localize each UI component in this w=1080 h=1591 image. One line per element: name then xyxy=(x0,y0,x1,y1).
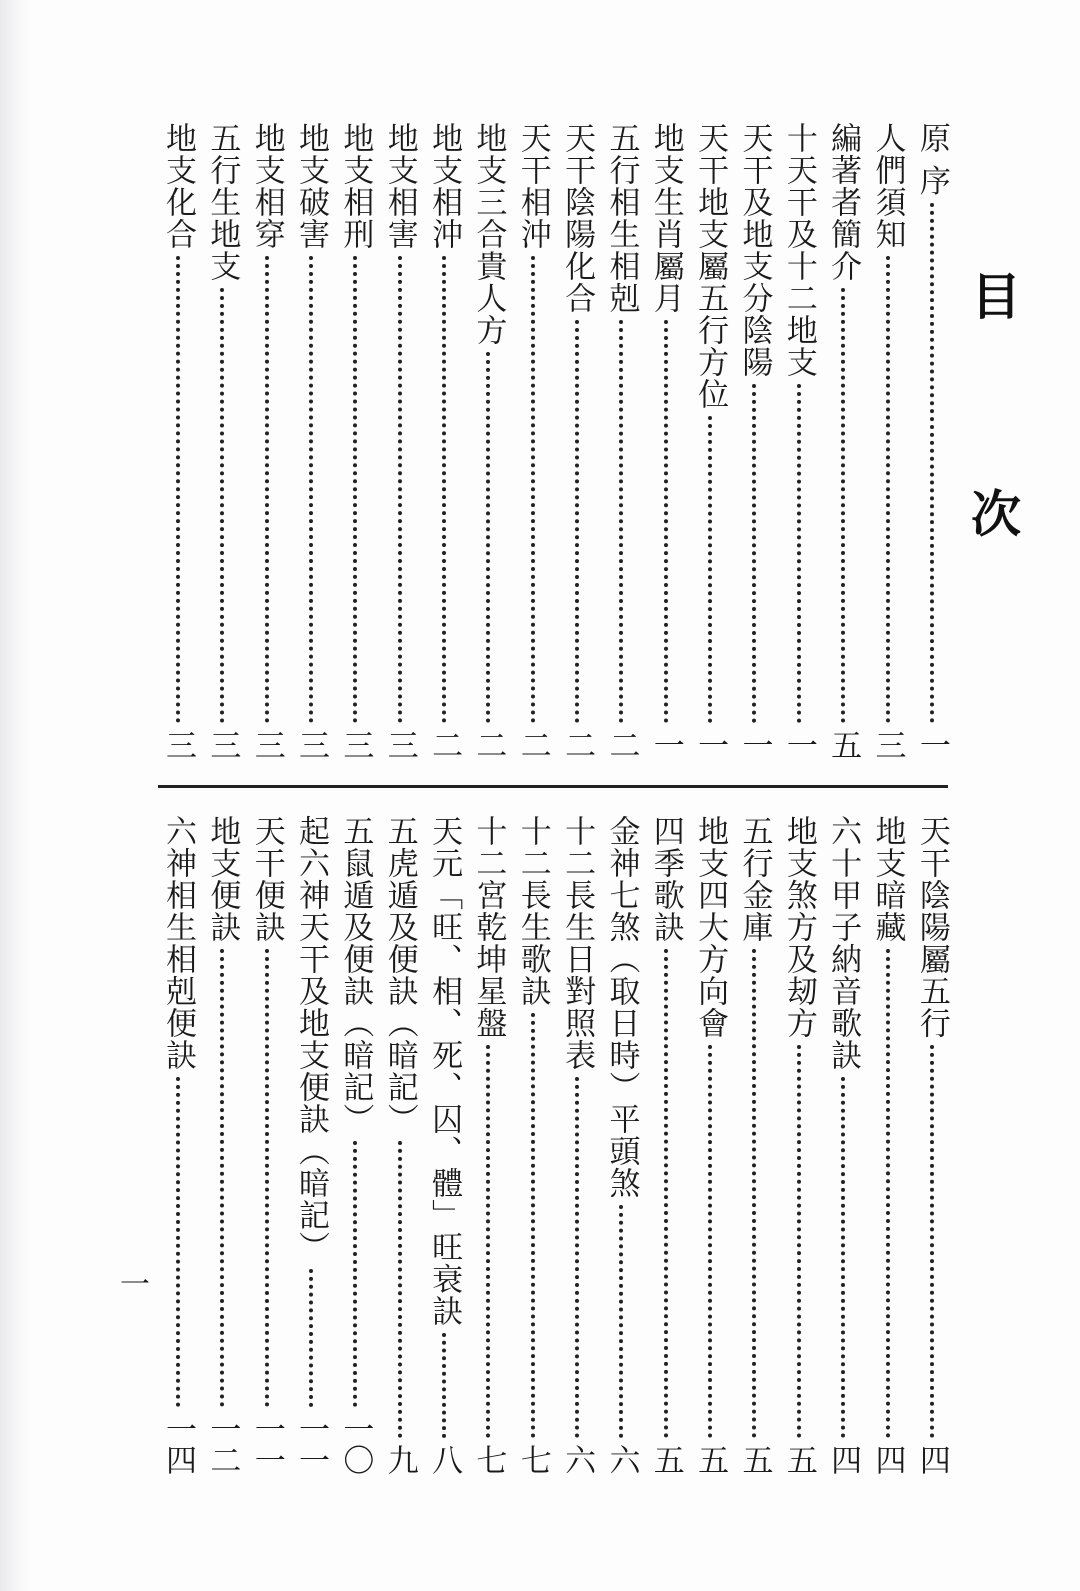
toc-entry-title: 六神相生相剋便訣 xyxy=(160,815,196,1071)
toc-entry-page-number: 五 xyxy=(692,1444,729,1475)
dot-leader xyxy=(233,256,269,723)
dot-leader xyxy=(854,256,890,723)
toc-entry-title: 五鼠遁及便訣（暗記） xyxy=(337,815,374,1135)
toc-entry-page-number: 九 xyxy=(381,1444,418,1475)
dot-leader xyxy=(587,320,623,723)
toc-entry-title: 起六神天干及地支便訣（暗記） xyxy=(293,815,330,1263)
toc-entry-page-number: 五 xyxy=(736,1444,773,1475)
dot-leader xyxy=(898,1045,934,1438)
dot-leader xyxy=(587,1205,623,1438)
toc-entry-page-number: 二 xyxy=(514,729,551,760)
toc-entry-title: 地支相害 xyxy=(381,122,418,250)
toc-entry-title: 十天干及十二地支 xyxy=(780,122,817,378)
toc-entry-title: 天元「旺、相、死、囚、體」旺衰訣 xyxy=(426,815,463,1327)
toc-entry-title: 地支三合貴人方 xyxy=(470,122,507,346)
page-title: 目 次 xyxy=(963,270,1021,613)
dot-leader xyxy=(321,1141,357,1407)
toc-entry[interactable] xyxy=(914,122,950,760)
toc-top-section xyxy=(160,122,950,760)
toc-entry-page-number: 一 xyxy=(647,729,684,760)
toc-entry-page-number: 二 xyxy=(426,729,463,760)
dot-leader xyxy=(765,1045,801,1438)
toc-entry-page-number: 三 xyxy=(337,729,374,760)
dot-leader xyxy=(277,1269,313,1407)
dot-leader xyxy=(454,352,490,723)
toc-entry-page-number: 三 xyxy=(381,729,418,760)
toc-entry-page-number: 一〇 xyxy=(337,1413,374,1475)
page-gutter-shadow xyxy=(0,0,30,1591)
toc-entry-title: 四季歌訣 xyxy=(647,815,684,943)
toc-entry-title: 五虎遁及便訣（暗記） xyxy=(381,815,418,1135)
section-divider xyxy=(158,785,948,788)
dot-leader xyxy=(809,1077,845,1438)
dot-leader xyxy=(632,949,668,1438)
toc-entry-title: 天干陰陽化合 xyxy=(559,122,596,314)
toc-entry-title: 天干及地支分陰陽 xyxy=(736,122,773,378)
toc-entry-title: 十二長生日對照表 xyxy=(559,815,596,1071)
dot-leader xyxy=(188,288,224,723)
dot-leader xyxy=(454,1045,490,1438)
dot-leader xyxy=(277,256,313,723)
toc-entry-title: 六十甲子納音歌訣 xyxy=(825,815,862,1071)
dot-leader xyxy=(233,949,269,1407)
dot-leader xyxy=(321,256,357,723)
toc-entry-title: 十二長生歌訣 xyxy=(514,815,551,1007)
toc-entry-page-number: 一四 xyxy=(160,1413,196,1475)
toc-entry-title: 金神七煞（取日時）平頭煞 xyxy=(603,815,640,1199)
toc-entry-page-number: 三 xyxy=(293,729,330,760)
dot-leader xyxy=(720,384,756,723)
dot-leader xyxy=(676,1045,712,1438)
dot-leader xyxy=(188,949,224,1407)
toc-entry-page-number: 三 xyxy=(160,729,196,760)
toc-entry-title: 地支暗藏 xyxy=(869,815,906,943)
toc-entry-page-number: 二 xyxy=(559,729,596,760)
dot-leader xyxy=(366,256,402,723)
toc-entry-page-number: 一二 xyxy=(204,1413,241,1475)
dot-leader xyxy=(720,949,756,1438)
toc-entry-title: 編著者簡介 xyxy=(825,122,862,282)
toc-entry-title: 地支破害 xyxy=(293,122,330,250)
toc-entry-title: 地支相穿 xyxy=(248,122,285,250)
toc-entry-page-number: 二 xyxy=(470,729,507,760)
dot-leader xyxy=(543,1077,579,1438)
toc-entry-title: 五行金庫 xyxy=(736,815,773,943)
toc-entry-title: 原 序 xyxy=(913,122,950,197)
toc-entry-title: 五行相生相剋 xyxy=(603,122,640,314)
toc-entry-page-number: 二 xyxy=(603,729,640,760)
toc-entry-page-number: 一 xyxy=(913,729,950,760)
toc-entry-page-number: 一 xyxy=(780,729,817,760)
dot-leader xyxy=(632,320,668,723)
toc-entry-page-number: 一一 xyxy=(293,1413,330,1475)
dot-leader xyxy=(854,949,890,1438)
toc-entry-title: 天干便訣 xyxy=(248,815,285,943)
toc-entry-title: 天干相沖 xyxy=(514,122,551,250)
toc-entry-page-number: 六 xyxy=(603,1444,640,1475)
toc-entry-title: 地支相刑 xyxy=(337,122,374,250)
dot-leader xyxy=(676,416,712,723)
toc-entry-title: 天干地支屬五行方位 xyxy=(692,122,729,410)
toc-entry-page-number: 八 xyxy=(426,1444,463,1475)
toc-entry[interactable] xyxy=(914,815,950,1475)
toc-entry-title: 十二宮乾坤星盤 xyxy=(470,815,507,1039)
toc-entry-page-number: 七 xyxy=(514,1444,551,1475)
dot-leader xyxy=(898,203,934,723)
dot-leader xyxy=(765,384,801,723)
toc-entry-title: 人們須知 xyxy=(869,122,906,250)
toc-entry-page-number: 六 xyxy=(559,1444,596,1475)
toc-entry-page-number: 五 xyxy=(825,729,862,760)
dot-leader xyxy=(144,1077,180,1407)
dot-leader xyxy=(366,1141,402,1438)
toc-entry-page-number: 三 xyxy=(248,729,285,760)
dot-leader xyxy=(499,1013,535,1438)
toc-entry-page-number: 三 xyxy=(869,729,906,760)
toc-entry-title: 地支四大方向會 xyxy=(692,815,729,1039)
dot-leader xyxy=(410,1333,446,1438)
toc-entry-page-number: 七 xyxy=(470,1444,507,1475)
toc-entry-page-number: 一 xyxy=(736,729,773,760)
toc-bottom-section xyxy=(160,815,950,1475)
dot-leader xyxy=(543,320,579,723)
toc-entry-title: 地支相沖 xyxy=(426,122,463,250)
dot-leader xyxy=(144,256,180,723)
dot-leader xyxy=(809,288,845,723)
toc-entry-title: 地支煞方及刼方 xyxy=(780,815,817,1039)
toc-entry-title: 五行生地支 xyxy=(204,122,241,282)
toc-entry-page-number: 三 xyxy=(204,729,241,760)
toc-entry-page-number: 四 xyxy=(869,1444,906,1475)
toc-entry-page-number: 一一 xyxy=(248,1413,285,1475)
dot-leader xyxy=(499,256,535,723)
toc-entry-page-number: 五 xyxy=(647,1444,684,1475)
toc-entry-title: 地支生肖屬月 xyxy=(647,122,684,314)
dot-leader xyxy=(410,256,446,723)
toc-entry-page-number: 四 xyxy=(913,1444,950,1475)
toc-entry-title: 地支化合 xyxy=(160,122,196,250)
toc-entry-title: 地支便訣 xyxy=(204,815,241,943)
page-number: 一 xyxy=(114,1268,149,1298)
toc-entry-page-number: 一 xyxy=(692,729,729,760)
toc-entry-page-number: 五 xyxy=(780,1444,817,1475)
toc-entry-page-number: 四 xyxy=(825,1444,862,1475)
toc-entry-title: 天干陰陽屬五行 xyxy=(913,815,950,1039)
